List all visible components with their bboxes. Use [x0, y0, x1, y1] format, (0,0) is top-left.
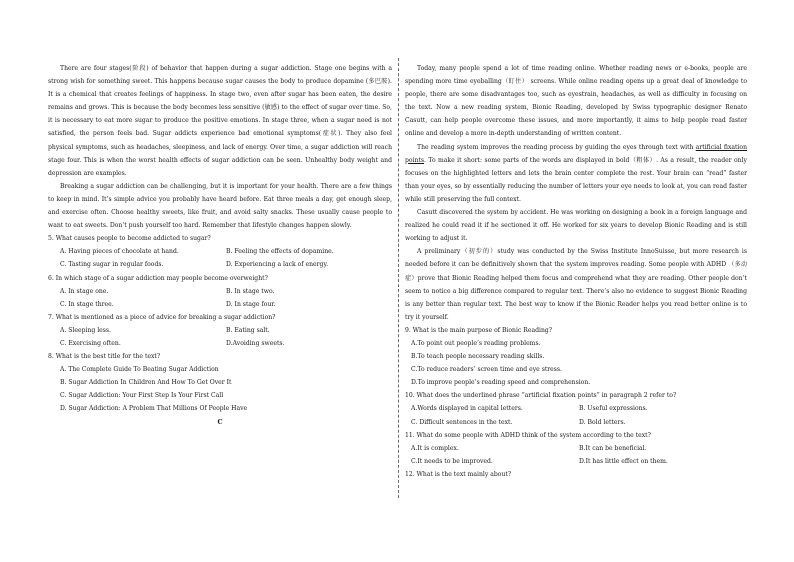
question-6 [48, 272, 392, 311]
option-a: A.Words displayed in capital letters. [411, 405, 523, 413]
option-c: C. In stage three. [60, 300, 114, 308]
right-column [405, 62, 747, 481]
underlined-phrase: artificial fixation points [405, 143, 747, 164]
option-a: A.It is complex. [411, 444, 459, 452]
question-stem: 11. What do some people with ADHD think of the system according to the text? [405, 431, 651, 439]
option-a: A. In stage one. [60, 287, 109, 295]
column-divider [398, 58, 399, 498]
option-d: D. Experiencing a lack of energy. [226, 261, 329, 269]
passage-c-paragraph-1: Today, many people spend a lot of time reading online. Whether reading news or e-books, people are spending more time eyeballing（盯住） screens. While online reading opens up a great deal of knowledge to people, there are some disadvantages too, such as eyestrain, headaches, as well as difficulty in focusing on the text. Now a new reading system, Bionic Reading, developed by Swiss typographic designer Renato Casutt, can help people overcome these issues, and more importantly, it aims to help people read faster online and develop a more in-depth understanding of written content. [405, 65, 747, 138]
section-c-title: C [217, 417, 223, 426]
question-stem: 10. What does the underlined phrase “artificial fixation points” in paragraph 2 refer to? [405, 392, 677, 400]
option-d: D. In stage four. [226, 300, 276, 308]
left-column [48, 62, 392, 429]
question-10 [405, 389, 747, 428]
passage-b-paragraph-2: Breaking a sugar addiction can be challenging, but it is important for your health. There are a few things to keep in mind. It’s simple advice you probably have heard before. Eat three meals a day, get enough sleep, and exercise often. Choose healthy sweets, like fruit, and avoid salty snacks. These usually cause people to want to eat sweets. Don’t push yourself too hard. Remember that lifestyle changes happen slowly. [48, 182, 392, 230]
option-c: C.To reduce readers’ screen time and eye stress. [411, 366, 562, 374]
option-b: B. Sugar Addiction In Children And How To Get Over It [60, 379, 232, 387]
option-d: D.It has little effect on them. [579, 457, 668, 465]
option-c: C. Difficult sentences in the text. [411, 418, 513, 426]
option-a: A. Having pieces of chocolate at hand. [60, 248, 179, 256]
option-d: D. Bold letters. [579, 418, 626, 426]
option-c: C. Exercising often. [60, 339, 121, 347]
option-a: A. The Complete Guide To Beating Sugar Addiction [60, 366, 219, 374]
question-5 [48, 232, 392, 271]
option-c: C.It needs to be improved. [411, 457, 493, 465]
question-8 [48, 350, 392, 415]
option-a: A.To point out people’s reading problems. [411, 339, 541, 347]
option-b: B.It can be beneficial. [579, 444, 647, 452]
passage-c-paragraph-4: A preliminary（初步的）study was conducted by the Swiss Institute InnoSuisse, but more research is needed before it can be definitively shown that the system improves reading. Some people with ADHD （多动症）prove that Bionic Reading helped them focus and comprehend what they are reading. Other people don’t seem to notice a big difference compared to regular text. There’s also no evidence to suggest Bionic Reading is any better than regular text. The best way to know if the Bionic Reader helps you read better online is to try it yourself. [405, 248, 747, 321]
option-b: B. Eating salt. [226, 326, 270, 334]
question-12 [405, 468, 747, 481]
question-stem: 5. What causes people to become addicted to sugar? [48, 235, 211, 243]
paragraph-2-rest: . To make it short: some parts of the words are displayed in bold（粗体）. As a result, the reader only focuses on the highlighted letters and lets the brain center complete the rest. Your brain can “read” faster than your eyes, so by essentially reducing the number of letters your eye needs to look at, you can read faster while still preserving the full context. [405, 156, 747, 203]
question-stem: 9. What is the main purpose of Bionic Reading? [405, 326, 553, 334]
option-b: B.To teach people necessary reading skills. [411, 353, 545, 361]
option-d: D.To improve people’s reading speed and comprehension. [411, 379, 591, 387]
option-c: C. Tasting sugar in regular foods. [60, 261, 164, 269]
paragraph-2-start: The reading system improves the reading process by guiding the eyes through text with [417, 143, 696, 151]
option-b: B. Useful expressions. [579, 405, 648, 413]
option-b: B. In stage two. [226, 287, 275, 295]
question-11 [405, 429, 747, 468]
question-7 [48, 311, 392, 350]
option-b: B. Feeling the effects of dopamine. [226, 248, 334, 256]
option-c: C. Sugar Addiction: Your First Step Is Your First Call [60, 392, 224, 400]
question-stem: 12. What is the text mainly about? [405, 470, 512, 478]
question-stem: 6. In which stage of a sugar addiction may people become overweight? [48, 274, 268, 282]
passage-b-paragraph-1: There are four stages(阶段) of behavior that happen during a sugar addiction. Stage one begins with a strong wish for something sweet. This happens because sugar causes the body to produce dopamine (多巴胺). It is a chemical that creates feelings of happiness. In stage two, even after sugar has been eaten, the desire remains and grows. This is because the body becomes less sensitive (敏感) to the effect of sugar over time. So, it is necessary to eat more sugar to produce the positive emotions. In stage three, when a sugar need is not satisfied, the person feels bad. Sugar addicts experience bad emotional symptoms(症状). They also feel physical symptoms, such as headaches, sleepiness, and lack of energy. Over time, a sugar addiction will reach stage four. This is when the worst health effects of sugar addiction can be seen. Unhealthy body weight and depression are examples. [48, 65, 392, 177]
option-d: D. Sugar Addiction: A Problem That Millions Of People Have [60, 405, 248, 413]
passage-c-paragraph-2 [405, 141, 747, 206]
question-stem: 8. What is the best title for the text? [48, 353, 161, 361]
option-d: D.Avoiding sweets. [226, 339, 285, 347]
passage-c-paragraph-3: Casutt discovered the system by accident. He was working on designing a book in a foreign language and realized he could read it if he sectioned it off. He worked for six years to develop Bionic Reading and is still working to adjust it. [405, 209, 747, 243]
question-stem: 7. What is mentioned as a piece of advice for breaking a sugar addiction? [48, 313, 276, 321]
option-a: A. Sleeping less. [60, 326, 111, 334]
question-9 [405, 324, 747, 389]
